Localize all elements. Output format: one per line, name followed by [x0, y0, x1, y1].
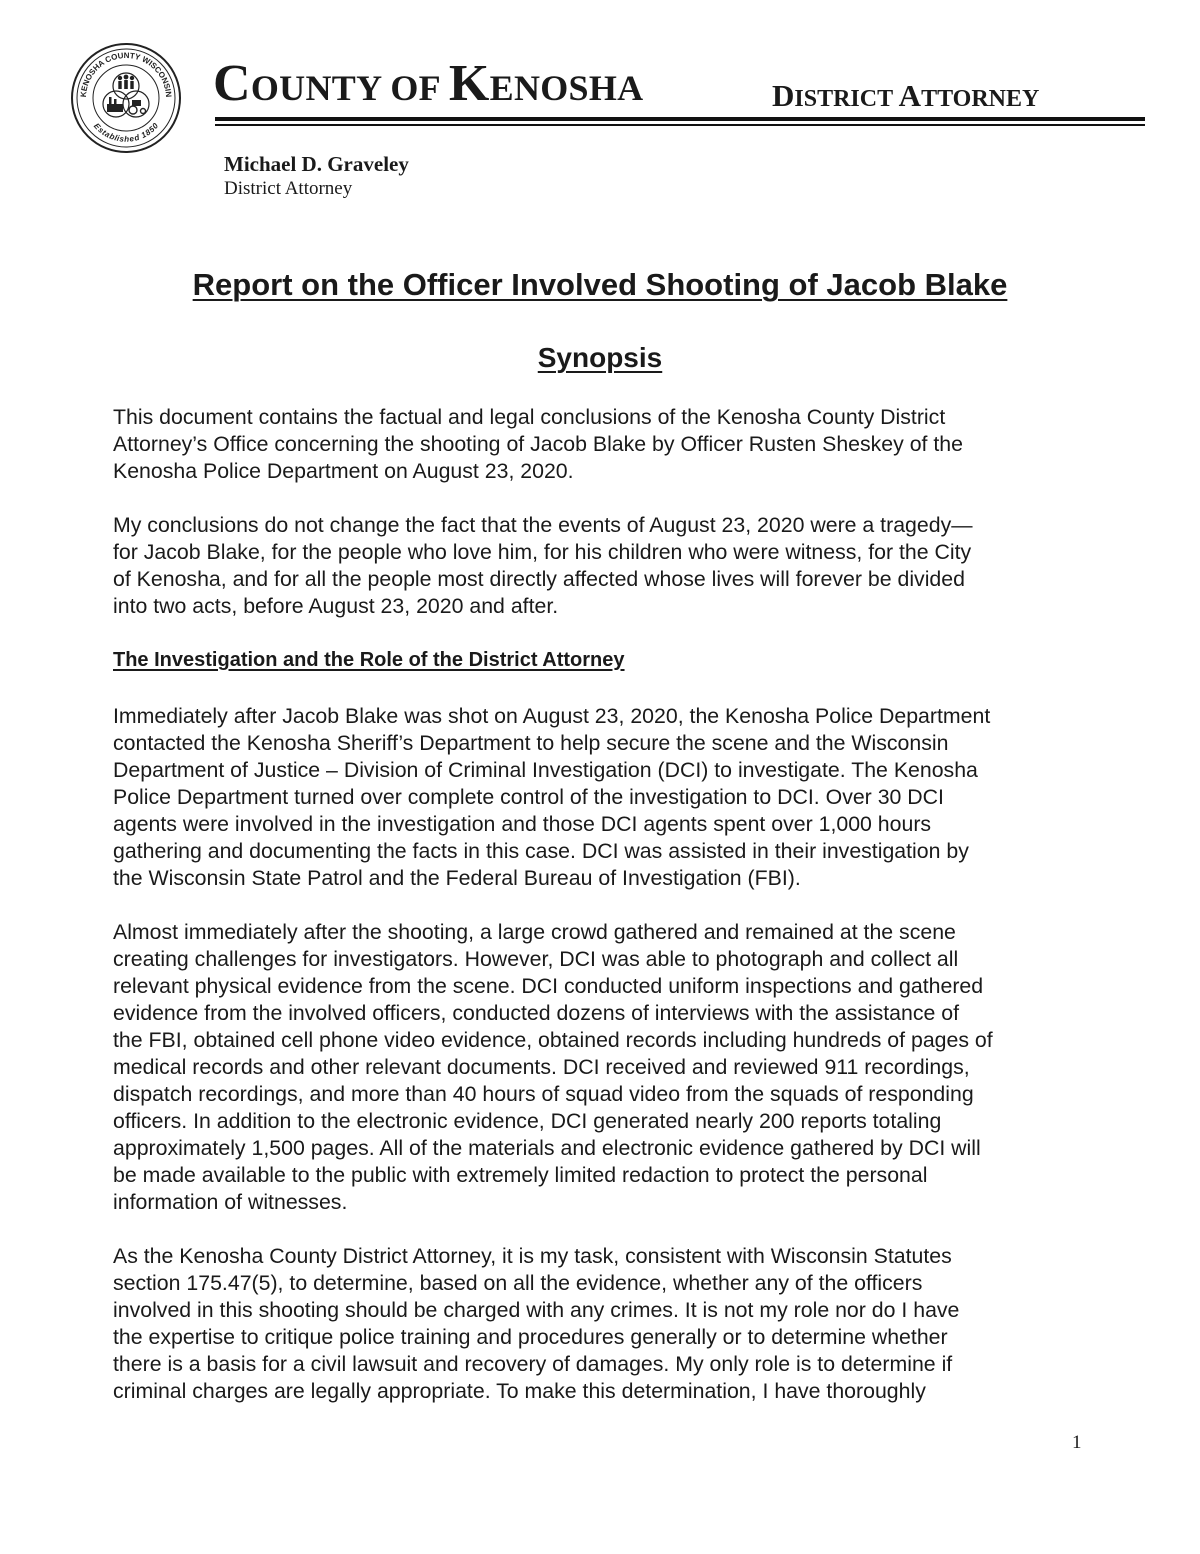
paragraph-line: As the Kenosha County District Attorney, it is my task, consistent with Wisconsin Statutes	[113, 1244, 952, 1268]
paragraph-line: gathering and documenting the facts in this case. DCI was assisted in their investigation by	[113, 839, 969, 863]
paragraph-line: the FBI, obtained cell phone video evidence, obtained records including hundreds of pages of	[113, 1028, 993, 1052]
header-rule-thin	[215, 124, 1145, 126]
paragraph-intro	[113, 404, 1103, 485]
paragraph-investigation	[113, 703, 1103, 892]
paragraph-line: the expertise to critique police training and procedures generally or to determine whether	[113, 1325, 948, 1349]
paragraph-line: involved in this shooting should be charged with any crimes. It is not my role nor do I have	[113, 1298, 960, 1322]
paragraph-line: creating challenges for investigators. However, DCI was able to photograph and collect all	[113, 947, 959, 971]
paragraph-line: be made available to the public with extremely limited redaction to protect the personal	[113, 1163, 928, 1187]
paragraph-line: Attorney’s Office concerning the shooting of Jacob Blake by Officer Rusten Sheskey of the	[113, 432, 963, 456]
paragraph-line: the Wisconsin State Patrol and the Federal Bureau of Investigation (FBI).	[113, 866, 801, 890]
paragraph-line: of Kenosha, and for all the people most directly affected whose lives will forever be divided	[113, 567, 965, 591]
paragraph-line: evidence from the involved officers, conducted dozens of interviews with the assistance of	[113, 1001, 960, 1025]
paragraph-line: Immediately after Jacob Blake was shot on August 23, 2020, the Kenosha Police Department	[113, 704, 991, 728]
office-title: DISTRICT ATTORNEY	[772, 78, 1040, 113]
paragraph-line: relevant physical evidence from the scene. DCI conducted uniform inspections and gathered	[113, 974, 984, 998]
paragraph-line: into two acts, before August 23, 2020 and after.	[113, 594, 559, 618]
paragraph-conclusions	[113, 512, 1103, 620]
paragraph-line: Kenosha Police Department on August 23, 2020.	[113, 459, 574, 483]
paragraph-line: Police Department turned over complete control of the investigation to DCI. Over 30 DCI	[113, 785, 944, 809]
attorney-role: District Attorney	[224, 178, 353, 199]
paragraph-line: information of witnesses.	[113, 1190, 348, 1214]
paragraph-line: agents were involved in the investigation and those DCI agents spent over 1,000 hours	[113, 812, 932, 836]
section-heading-investigation: The Investigation and the Role of the District Attorney	[113, 649, 625, 671]
paragraph-line: dispatch recordings, and more than 40 hours of squad video from the squads of responding	[113, 1082, 974, 1106]
paragraph-line: section 175.47(5), to determine, based on all the evidence, whether any of the officers	[113, 1271, 923, 1295]
svg-text:Established 1850: Established 1850	[91, 121, 161, 144]
paragraph-line: medical records and other relevant documents. DCI received and reviewed 911 recordings,	[113, 1055, 970, 1079]
attorney-name: Michael D. Graveley	[224, 152, 409, 176]
paragraph-line: Department of Justice – Division of Criminal Investigation (DCI) to investigate. The Kenosha	[113, 758, 978, 782]
paragraph-da-role	[113, 1243, 1103, 1405]
paragraph-line: contacted the Kenosha Sheriff’s Department to help secure the scene and the Wisconsin	[113, 731, 949, 755]
paragraph-line: there is a basis for a civil lawsuit and recovery of damages. My only role is to determine if	[113, 1352, 953, 1376]
county-seal-logo	[70, 42, 182, 154]
paragraph-evidence	[113, 919, 1103, 1216]
paragraph-line: approximately 1,500 pages. All of the materials and electronic evidence gathered by DCI will	[113, 1136, 981, 1160]
report-title: Report on the Officer Involved Shooting of Jacob Blake	[192, 267, 1008, 302]
county-title: COUNTY OF KENOSHA	[213, 55, 644, 112]
synopsis-heading: Synopsis	[537, 342, 663, 373]
paragraph-line: criminal charges are legally appropriate. To make this determination, I have thoroughly	[113, 1379, 926, 1403]
paragraph-line: officers. In addition to the electronic evidence, DCI generated nearly 200 reports totaling	[113, 1109, 942, 1133]
svg-text:KENOSHA COUNTY WISCONSIN: KENOSHA COUNTY WISCONSIN	[78, 50, 174, 98]
paragraph-line: Almost immediately after the shooting, a large crowd gathered and remained at the scene	[113, 920, 956, 944]
paragraph-line: My conclusions do not change the fact that the events of August 23, 2020 were a tragedy—	[113, 513, 973, 537]
page-number: 1	[1072, 1432, 1082, 1453]
paragraph-line: for Jacob Blake, for the people who love him, for his children who were witness, for the City	[113, 540, 972, 564]
paragraph-line: This document contains the factual and legal conclusions of the Kenosha County District	[113, 405, 946, 429]
header-rule-thick	[215, 117, 1145, 121]
